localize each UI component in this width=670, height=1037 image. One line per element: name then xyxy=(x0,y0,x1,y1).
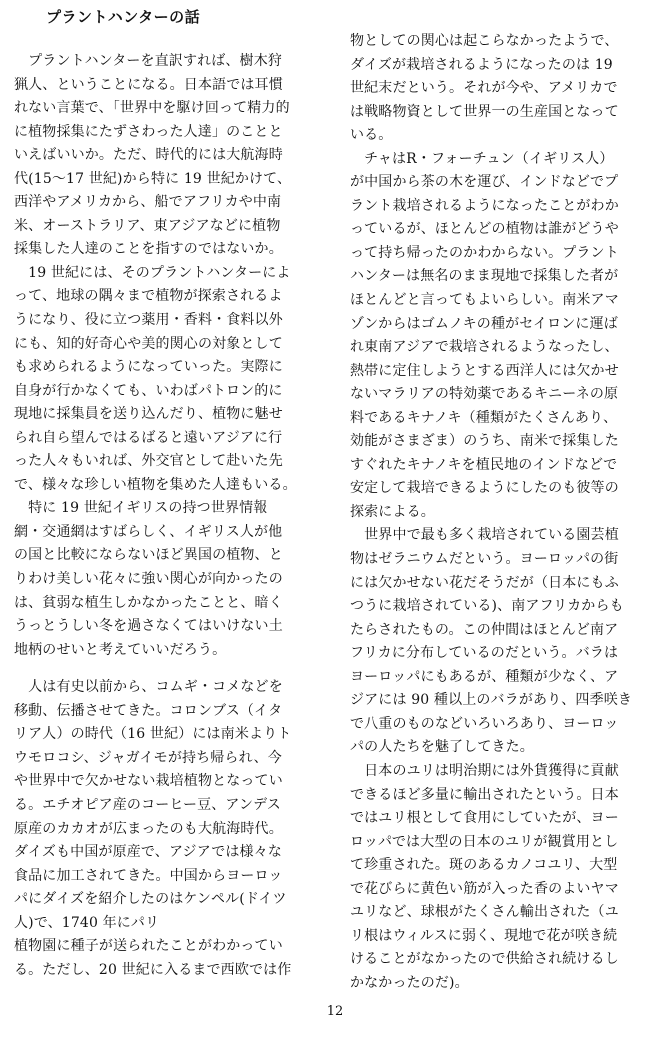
text-line: たらされたもの。この仲間はほとんど南ア xyxy=(350,621,619,638)
text-line: や世界中で欠かせない栽培植物となってい xyxy=(14,773,283,790)
text-line: 熱帯に定住しようとする西洋人には欠かせ xyxy=(350,362,619,379)
text-line: ないマラリアの特効薬であるキニーネの原 xyxy=(350,386,619,403)
text-line: で花びらに黄色い筋が入った香のよいヤマ xyxy=(350,880,619,897)
text-line: りわけ美しい花々に強い関心が向かったの xyxy=(14,571,283,588)
text-line: 原産のカカオが広まったのも大航海時代。 xyxy=(14,820,283,837)
text-line: ゾンからはゴムノキの種がセイロンに運ば xyxy=(350,315,618,332)
paragraph xyxy=(14,676,314,982)
text-line: 効能がさまざま）のうち、南米で採集した xyxy=(350,433,619,450)
page-title: プラントハンターの話 xyxy=(46,8,201,26)
text-line: できるほど多量に輸出されたという。日本 xyxy=(350,786,619,803)
text-line: リ根はウィルスに弱く、現地で花が咲き続 xyxy=(350,927,618,944)
left-column xyxy=(14,50,314,982)
text-line: 世界中で最も多く栽培されている園芸植 xyxy=(350,527,619,544)
text-line: 移動、伝播させてきた。コロンブス（イタ xyxy=(14,702,283,719)
paragraph-gap xyxy=(14,662,314,676)
text-line: って、地球の隅々まで植物が探索されるよ xyxy=(14,288,283,305)
text-line: つうに栽培されている)、南アフリカからも xyxy=(350,598,624,615)
text-line: 植物園に種子が送られたことがわかってい xyxy=(14,938,283,955)
text-line: プラントハンターを直訳すれば、樹木狩 xyxy=(14,53,283,69)
text-line: うになり、役に立つ薬用・香料・食料以外 xyxy=(14,312,283,329)
text-line: が中国から茶の木を運び、インドなどでプ xyxy=(350,174,619,191)
text-line: られ自ら望んではるばると遠いアジアに行 xyxy=(14,429,283,446)
text-line: うっとうしい冬を過さなくてはいけない土 xyxy=(14,618,283,635)
text-line: 19 世紀には、そのプラントハンターによ xyxy=(14,264,291,281)
paragraph xyxy=(350,30,650,148)
text-line: ダイズも中国が原産で、アジアでは様々な xyxy=(14,844,283,861)
text-line: は、貧弱な植生しかなかったことと、暗く xyxy=(14,594,283,611)
text-line: 日本のユリは明治期には外貨獲得に貢献 xyxy=(350,762,619,779)
text-line: にも、知的好奇心や美的関心の対象として xyxy=(14,335,283,352)
text-line: いえばいいか。ただ、時代的には大航海時 xyxy=(14,147,283,164)
text-line: て珍重された。斑のあるカノコユリ、大型 xyxy=(350,857,618,874)
text-line: は戦略物資として世界一の生産国となって xyxy=(350,103,619,120)
text-line: っているが、ほとんどの植物は誰がどうや xyxy=(350,221,619,238)
text-line: ヨーロッパにもあるが、種類が少なく、ア xyxy=(350,668,619,685)
text-line: 西洋やアメリカから、船でアフリカや中南 xyxy=(14,194,282,211)
text-line: で八重のものなどいろいろあり、ヨーロッ xyxy=(350,715,619,732)
text-line: 人)で、1740 年にパリ xyxy=(14,914,160,931)
text-line: れない言葉で、「世界中を駆け回って精力的 xyxy=(14,100,290,117)
right-column xyxy=(350,30,650,995)
paragraph xyxy=(14,497,314,662)
text-line: リア人）の時代（16 世紀）には南米よりト xyxy=(14,726,292,743)
text-line: けることがなかったので供給され続けるし xyxy=(350,951,619,968)
text-line: ラント栽培されるようになったことがわか xyxy=(350,197,619,214)
text-line: に植物採集にたずさわった人達」のことと xyxy=(14,123,283,140)
text-line: 安定して栽培できるようにしたのも彼等の xyxy=(350,480,619,497)
text-line: ハンターは無名のまま現地で採集した者が xyxy=(350,268,619,285)
paragraph xyxy=(350,760,650,995)
text-line: 地柄のせいと考えていいだろう。 xyxy=(14,641,227,658)
text-line: 料であるキナノキ（種類がたくさんあり、 xyxy=(350,409,618,426)
text-line: ジアには 90 種以上のバラがあり、四季咲き xyxy=(350,692,633,709)
text-line: ウモロコシ、ジャガイモが持ち帰られ、今 xyxy=(14,749,282,766)
text-line: 物はゼラニウムだという。ヨーロッパの街 xyxy=(350,551,619,568)
text-line: 世紀末だという。それが今や、アメリカで xyxy=(350,80,618,97)
text-line: パにダイズを紹介したのはケンペル(ドイツ xyxy=(14,891,287,908)
text-line: も求められるようになっていった。実際に xyxy=(14,359,283,376)
text-line: 網・交通網はすばらしく、イギリス人が他 xyxy=(14,523,283,540)
text-line: フリカに分布しているのだという。バラは xyxy=(350,645,619,662)
text-line: 採集した人達のことを指すのではないか。 xyxy=(14,241,283,258)
text-line: パの人たちを魅了してきた。 xyxy=(350,739,534,756)
text-line: 物としての関心は起こらなかったようで、 xyxy=(350,33,619,49)
text-line: れ東南アジアで栽培されるようなったし、 xyxy=(350,339,619,356)
page-number: 12 xyxy=(326,1004,344,1019)
text-line: 現地に採集員を送り込んだり、植物に魅せ xyxy=(14,406,283,423)
text-line: ユリなど、球根がたくさん輸出された（ユ xyxy=(350,904,619,921)
text-line: 代(15〜17 世紀)から特に 19 世紀かけて、 xyxy=(14,170,292,187)
text-line: った人々もいれば、外交官として赴いた先 xyxy=(14,453,283,470)
text-line: 自身が行かなくても、いわばパトロン的に xyxy=(14,382,283,399)
text-line: かなかったのだ)。 xyxy=(350,974,469,991)
text-line: 人は有史以前から、コムギ・コメなどを xyxy=(14,679,283,696)
text-line: の国と比較にならないほど異国の植物、と xyxy=(14,547,283,564)
text-line: 米、オーストラリア、東アジアなどに植物 xyxy=(14,217,281,234)
text-line: すぐれたキナノキを植民地のインドなどで xyxy=(350,456,618,473)
text-line: って持ち帰ったのかわからない。プラント xyxy=(350,244,619,261)
text-line: 探索による。 xyxy=(350,503,435,520)
text-line: ほとんどと言ってもよいらしい。南米アマ xyxy=(350,292,619,309)
text-line: には欠かせない花だそうだが（日本にもふ xyxy=(350,574,619,591)
paragraph xyxy=(350,524,650,759)
text-line: いる。 xyxy=(350,127,393,144)
text-line: で、様々な珍しい植物を集めた人達もいる。 xyxy=(14,476,297,493)
text-line: ロッパでは大型の日本のユリが観賞用とし xyxy=(350,833,619,850)
paragraph xyxy=(14,50,314,262)
text-line: 食品に加工されてきた。中国からヨーロッ xyxy=(14,867,283,884)
text-line: チャはR・フォーチュン（イギリス人） xyxy=(350,150,614,167)
paragraph xyxy=(14,262,314,497)
text-line: ではユリ根として食用にしていたが、ヨー xyxy=(350,810,619,827)
text-line: る。エチオピア産のコーヒー豆、アンデス xyxy=(14,796,281,813)
text-line: る。ただし、20 世紀に入るまで西欧では作 xyxy=(14,961,292,978)
text-line: ダイズが栽培されるようになったのは 19 xyxy=(350,56,613,73)
text-line: 猟人、ということになる。日本語では耳慣 xyxy=(14,76,283,93)
text-line: 特に 19 世紀イギリスの持つ世界情報 xyxy=(14,500,268,517)
paragraph xyxy=(350,148,650,525)
